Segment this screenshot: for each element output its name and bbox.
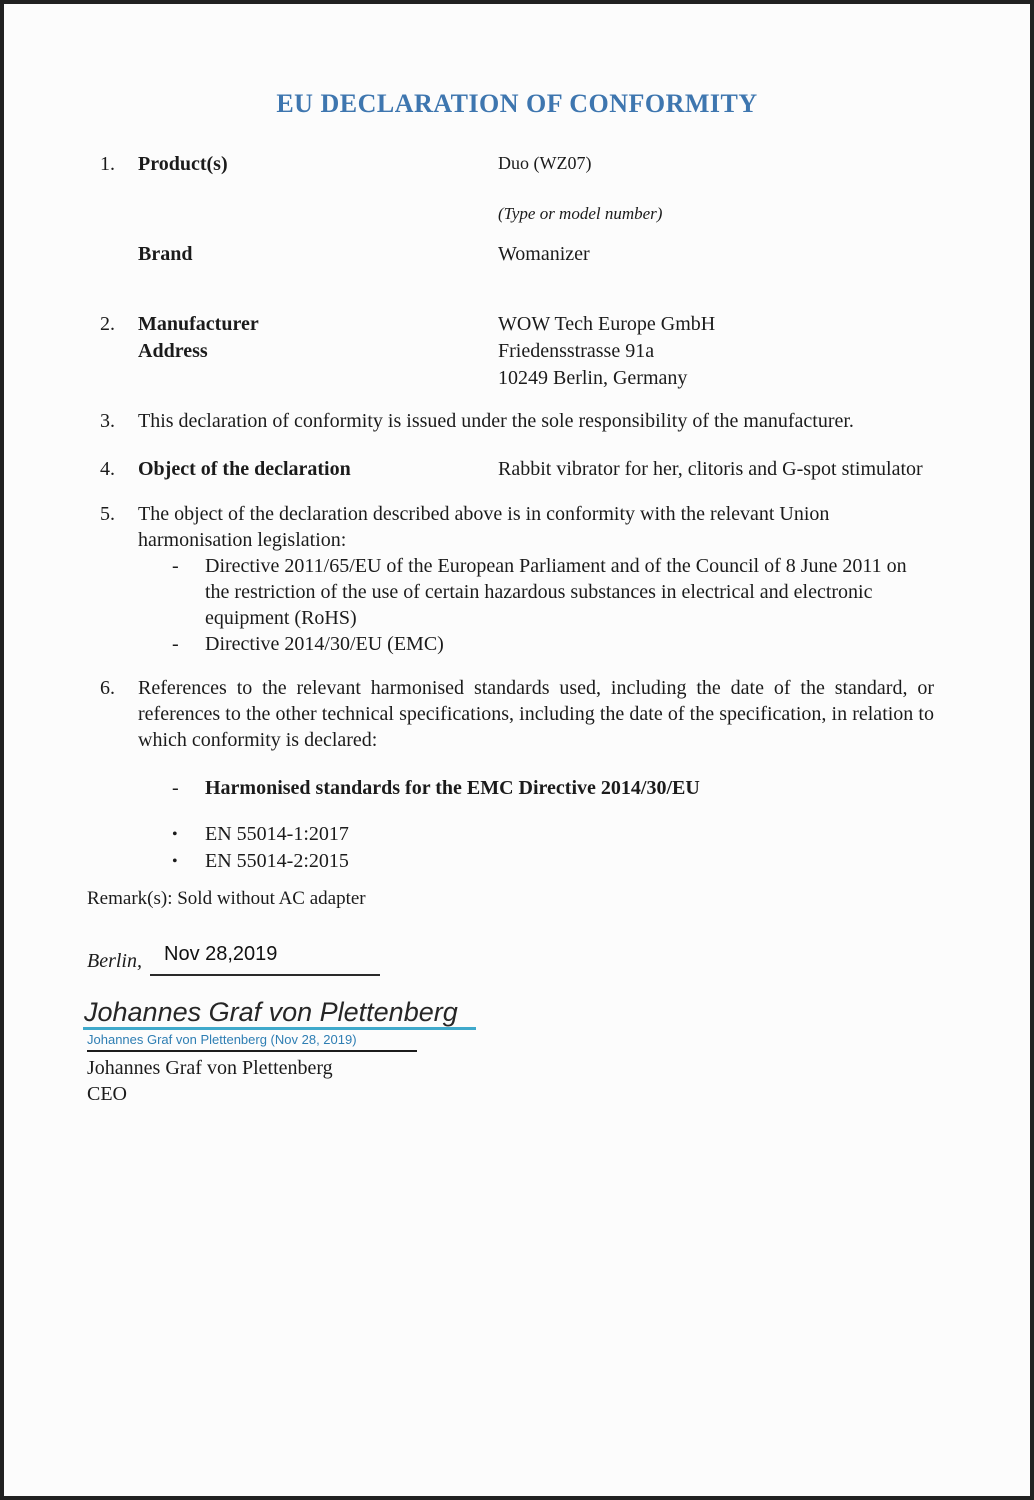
- standard-item: [172, 848, 934, 875]
- signatory-name: Johannes Graf von Plettenberg: [87, 1057, 333, 1079]
- item-number: 4.: [100, 458, 115, 480]
- date-field: Nov 28,2019: [150, 942, 380, 976]
- dash-marker: -: [172, 777, 179, 799]
- brand-label: Brand: [138, 243, 193, 265]
- directive-item: [172, 631, 934, 657]
- responsibility-text: This declaration of conformity is issued under the sole responsibility of the manufacturer.: [138, 410, 854, 432]
- city-label: Berlin,: [87, 950, 142, 972]
- item-number: 1.: [100, 153, 115, 175]
- signature-note: Johannes Graf von Plettenberg (Nov 28, 2019): [87, 1032, 357, 1047]
- dash-marker: -: [172, 633, 179, 655]
- date-row: [87, 942, 934, 976]
- signatory-role: CEO: [87, 1083, 127, 1105]
- section-3-responsibility: [100, 408, 934, 434]
- type-note: (Type or model number): [498, 204, 663, 223]
- object-label: Object of the declaration: [138, 458, 351, 480]
- directive-text: Directive 2014/30/EU (EMC): [205, 633, 444, 655]
- address-city: 10249 Berlin, Germany: [498, 367, 688, 389]
- standard-text: EN 55014-1:2017: [205, 823, 349, 845]
- brand-value: Womanizer: [498, 243, 590, 265]
- directive-text: Directive 2011/65/EU of the European Parliament and of the Council of 8 June 2011 on the restriction of the use of certain hazardous substances in electrical and electronic equipment (RoHS): [205, 555, 907, 629]
- product-label: Product(s): [138, 153, 228, 175]
- product-value: Duo (WZ07): [498, 153, 592, 173]
- address-label: Address: [138, 340, 208, 362]
- address-street: Friedensstrasse 91a: [498, 340, 655, 362]
- brand-row: [100, 241, 934, 267]
- standard-item: [172, 821, 934, 848]
- item-number: 6.: [100, 677, 115, 699]
- standards-list: [138, 821, 934, 875]
- section-4-object: [100, 456, 934, 482]
- item-number: 5.: [100, 503, 115, 525]
- directive-item: [172, 553, 934, 631]
- section-2-manufacturer: [100, 311, 934, 392]
- section-1-product: [100, 151, 934, 177]
- bullet-marker: •: [172, 853, 178, 870]
- section-6-standards: [100, 675, 934, 875]
- item-number: 3.: [100, 410, 115, 432]
- item-number: 2.: [100, 313, 115, 335]
- manufacturer-label: Manufacturer: [138, 313, 259, 335]
- signing-block: [84, 887, 934, 1107]
- document-title: EU DECLARATION OF CONFORMITY: [276, 89, 758, 118]
- directive-list: [138, 553, 934, 657]
- harmonised-heading: Harmonised standards for the EMC Directive 2014/30/EU: [205, 777, 700, 799]
- bullet-marker: •: [172, 826, 178, 843]
- harmonised-heading-row: [172, 775, 934, 801]
- legislation-text: The object of the declaration described above is in conformity with the relevant Union harmonisation legislation:: [138, 503, 830, 551]
- dash-marker: -: [172, 555, 179, 577]
- manufacturer-name: WOW Tech Europe GmbH: [498, 313, 716, 335]
- object-value: Rabbit vibrator for her, clitoris and G-spot stimulator: [498, 458, 923, 480]
- type-note-row: [100, 203, 934, 225]
- section-5-legislation: [100, 501, 934, 657]
- signature-line: [87, 1050, 417, 1052]
- signature-script: Johannes Graf von Plettenberg: [83, 998, 476, 1030]
- document-body: [4, 151, 1030, 1107]
- standards-intro-text: References to the relevant harmonised standards used, including the date of the standard, or references to the other technical specifications, including the date of the specification, in relation to which conformity is declared:: [138, 677, 934, 751]
- remark-text: Remark(s): Sold without AC adapter: [87, 888, 366, 909]
- standard-text: EN 55014-2:2015: [205, 850, 349, 872]
